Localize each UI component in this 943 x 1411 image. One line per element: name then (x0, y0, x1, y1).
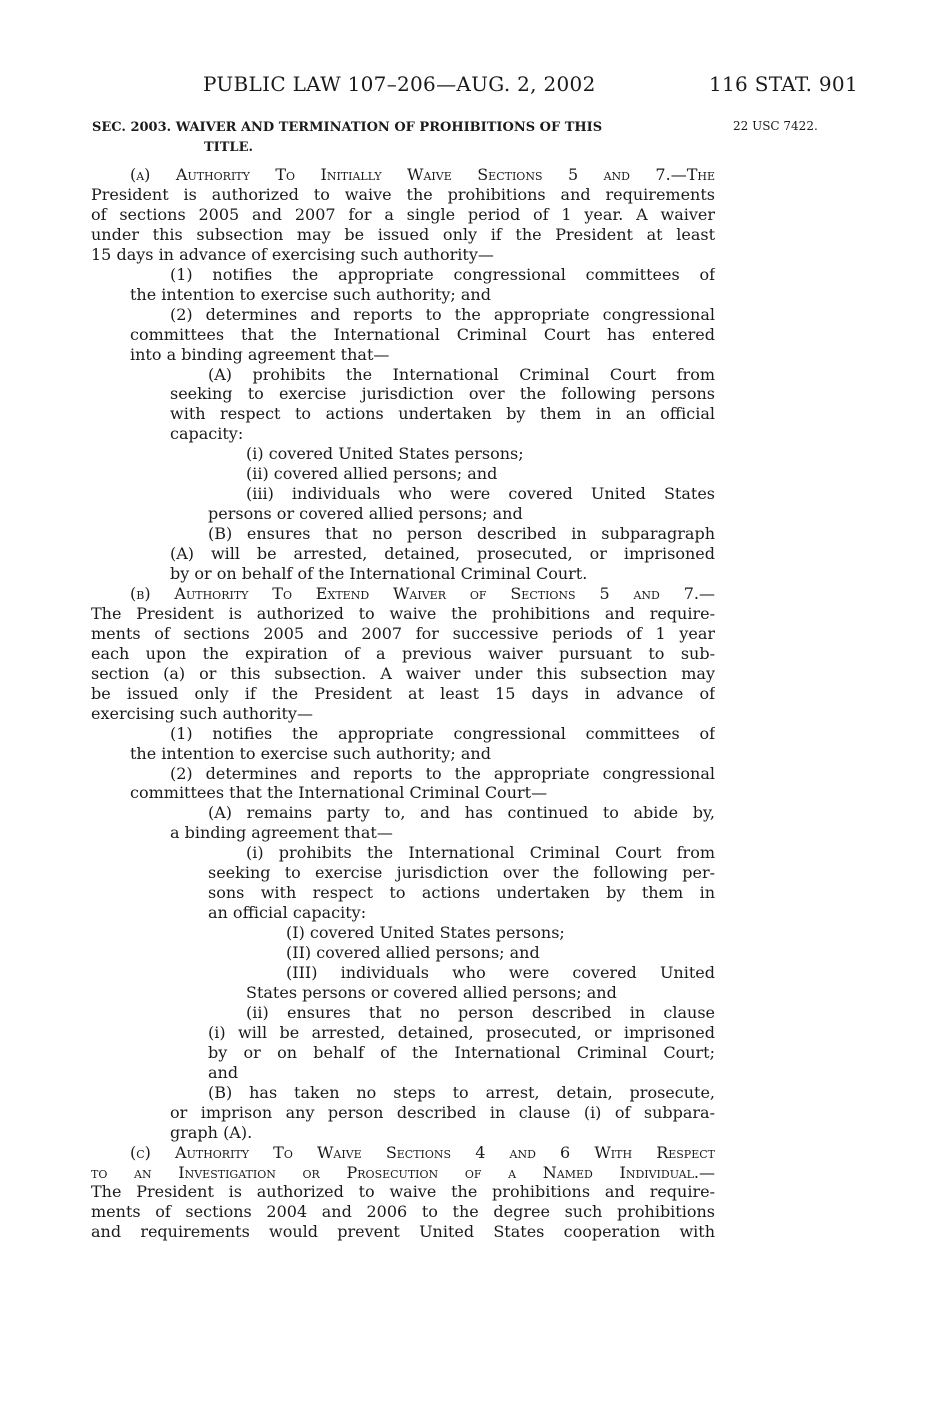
text-line: (I) covered United States persons; (286, 923, 565, 943)
text-line: sons with respect to actions undertaken by them in (208, 883, 715, 903)
text-line: the intention to exercise such authority; and (130, 743, 491, 763)
text-line: and (208, 1062, 239, 1082)
text-line: 15 days in advance of exercising such authority— (91, 244, 494, 264)
text-line: with respect to actions undertaken by them in an official (170, 404, 715, 424)
text-line: seeking to exercise jurisdiction over the following per- (208, 863, 715, 883)
text-line: graph (A). (170, 1122, 253, 1142)
text-line: capacity: (170, 424, 244, 444)
text-line: (1) notifies the appropriate congressional committees of (170, 264, 715, 284)
text-line: (A) remains party to, and has continued to abide by, (208, 803, 715, 823)
text-line: ments of sections 2005 and 2007 for successive periods of 1 year (91, 623, 715, 643)
text-line: and requirements would prevent United States cooperation with (91, 1222, 715, 1242)
text-line: (B) ensures that no person described in subparagraph (208, 524, 715, 544)
running-header-title: PUBLIC LAW 107–206—AUG. 2, 2002 (203, 72, 596, 96)
text-line: committees that the International Criminal Court— (130, 783, 548, 803)
text-line: (2) determines and reports to the appropriate congressional (170, 304, 715, 324)
text-line: (iii) individuals who were covered United States (246, 484, 715, 504)
text-line: the intention to exercise such authority; and (130, 284, 491, 304)
text-line: (ii) covered allied persons; and (246, 464, 498, 484)
text-line: President is authorized to waive the prohibitions and requirements (91, 184, 715, 204)
text-line: (ii) ensures that no person described in clause (246, 1002, 715, 1022)
text-line: (i) covered United States persons; (246, 444, 524, 464)
text-line: to an Investigation or Prosecution of a Named Individual.— (91, 1162, 715, 1182)
text-line: of sections 2005 and 2007 for a single period of 1 year. A waiver (91, 204, 715, 224)
text-line: (c) Authority To Waive Sections 4 and 6 With Respect (130, 1142, 715, 1162)
text-line: (2) determines and reports to the appropriate congressional (170, 763, 715, 783)
running-header-page-number: 116 STAT. 901 (708, 72, 858, 96)
text-line: section (a) or this subsection. A waiver under this subsection may (91, 663, 715, 683)
text-line: exercising such authority— (91, 703, 313, 723)
section-heading (92, 118, 722, 158)
text-line: (b) Authority To Extend Waiver of Sections 5 and 7.— (130, 584, 715, 603)
text-line: The President is authorized to waive the prohibitions and require- (91, 603, 715, 623)
section-heading-line-2: TITLE. (204, 140, 254, 155)
text-line: or imprison any person described in clause (i) of subpara- (170, 1102, 715, 1122)
text-line: under this subsection may be issued only if the President at least (91, 224, 715, 244)
text-line: (III) individuals who were covered United (286, 963, 715, 982)
text-line: (i) prohibits the International Criminal Court from (246, 843, 715, 863)
text-line: by or on behalf of the International Criminal Court. (170, 564, 588, 583)
text-line: (1) notifies the appropriate congressional committees of (170, 723, 715, 743)
text-line: by or on behalf of the International Criminal Court; (208, 1042, 715, 1062)
text-line: (II) covered allied persons; and (286, 943, 540, 962)
text-line: seeking to exercise jurisdiction over the following persons (170, 384, 715, 404)
text-line: persons or covered allied persons; and (208, 504, 523, 524)
text-line: be issued only if the President at least 15 days in advance of (91, 683, 715, 703)
text-line: (A) prohibits the International Criminal Court from (208, 364, 715, 384)
text-line: each upon the expiration of a previous waiver pursuant to sub- (91, 643, 715, 663)
text-line: an official capacity: (208, 903, 367, 923)
text-line: committees that the International Criminal Court has entered (130, 324, 715, 344)
text-line: (i) will be arrested, detained, prosecuted, or imprisoned (208, 1022, 715, 1042)
text-line: into a binding agreement that— (130, 344, 390, 364)
text-line: a binding agreement that— (170, 823, 393, 843)
text-line: ments of sections 2004 and 2006 to the degree such prohibitions (91, 1202, 715, 1222)
margin-note: 22 USC 7422. (733, 119, 818, 133)
section-heading-line-1: SEC. 2003. WAIVER AND TERMINATION OF PROHIBITIONS OF THIS (92, 120, 603, 135)
text-line: (a) Authority To Initially Waive Sections 5 and 7.—The (130, 165, 715, 184)
text-line: The President is authorized to waive the prohibitions and require- (91, 1182, 715, 1202)
text-line: States persons or covered allied persons; and (246, 982, 617, 1002)
text-line: (B) has taken no steps to arrest, detain, prosecute, (208, 1082, 715, 1102)
text-line: (A) will be arrested, detained, prosecuted, or imprisoned (170, 544, 715, 563)
